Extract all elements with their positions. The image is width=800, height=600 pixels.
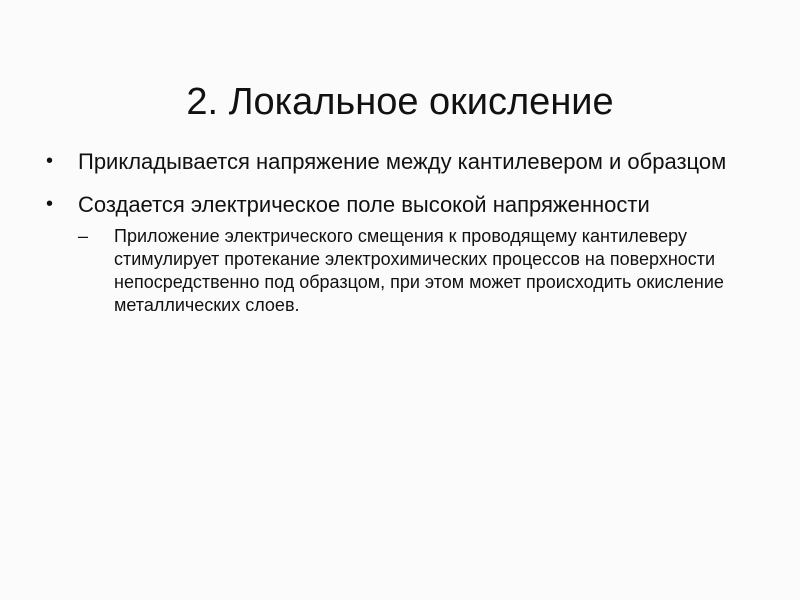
sub-bullet-text: Приложение электрического смещения к проводящему кантилеверу стимулирует протекание электрохимических процессов на поверхности непосредственно под образцом, при этом может происходить окисление металлических слоев. <box>114 226 724 315</box>
bullet-marker: • <box>46 150 54 172</box>
bullet-item <box>46 190 766 317</box>
sub-bullet-item <box>78 225 766 317</box>
bullet-text: Создается электрическое поле высокой напряженности <box>78 192 650 217</box>
bullet-list <box>46 147 766 331</box>
bullet-marker: • <box>46 193 54 215</box>
bullet-text: Прикладывается напряжение между кантилевером и образцом <box>78 149 727 174</box>
sub-bullet-marker: – <box>78 226 89 246</box>
sub-bullet-list <box>78 225 766 317</box>
slide-title: 2. Локальное окисление <box>186 81 614 123</box>
bullet-item <box>46 147 766 176</box>
